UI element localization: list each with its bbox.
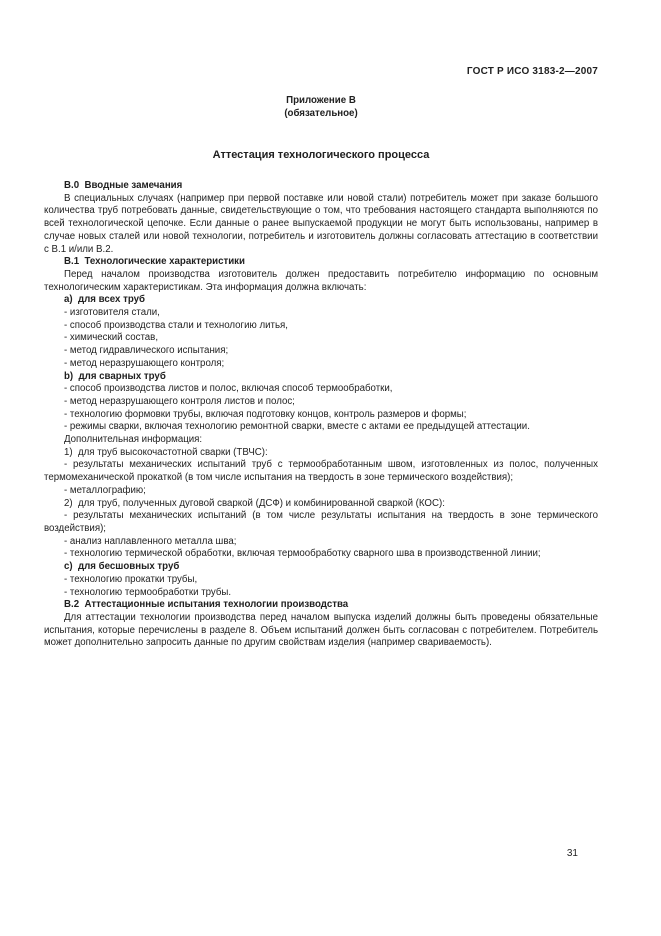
list-item: - химический состав,	[64, 332, 159, 344]
list-item: - технологию термической обработки, включая термообработку сварного шва в производственной линии;	[64, 548, 541, 560]
list-item: 2) для труб, полученных дуговой сваркой (ДСФ) и комбинированной сваркой (КОС):	[64, 497, 445, 509]
page-title: Аттестация технологического процесса	[212, 149, 430, 161]
list-item: - результаты механических испытаний труб с термообработанным швом, изготовленных из полос, полученных термомеханической прокаткой (в том числе испытания на твердость в зоне термического воздействия);	[44, 459, 598, 484]
annex-title: Приложение В	[286, 95, 356, 106]
paragraph: Для аттестации технологии производства перед началом выпуска изделий должны быть проведены обязательные испытания, которые перечислены в разделе 8. Объем испытаний должен быть согласован с потребителем. Потребитель может дополнительно запросить данные по другим свойствам изделия (например свариваемость).	[44, 611, 598, 649]
list-item: - режимы сварки, включая технологию ремонтной сварки, вместе с актами ее предыдущей аттестации.	[64, 421, 530, 433]
list-item: Дополнительная информация:	[64, 434, 203, 446]
section-heading: В.2 Аттестационные испытания технологии производства	[64, 599, 349, 611]
section-heading: В.1 Технологические характеристики	[64, 256, 245, 268]
list-item: - изготовителя стали,	[64, 307, 160, 319]
list-item: - метод гидравлического испытания;	[64, 345, 229, 357]
list-item: - металлографию;	[64, 484, 146, 496]
document-body	[44, 180, 598, 650]
section-heading: В.0 Вводные замечания	[64, 180, 183, 191]
list-item: - анализ наплавленного металла шва;	[64, 535, 237, 547]
page-number: 31	[566, 848, 578, 859]
subsection-heading: c) для бесшовных труб	[64, 561, 180, 573]
list-item: 1) для труб высокочастотной сварки (ТВЧС):	[64, 446, 268, 458]
subsection-heading: a) для всех труб	[64, 294, 145, 306]
paragraph: В специальных случаях (например при первой поставке или новой стали) потребитель может при заказе большого количества труб потребовать данные, свидетельствующие о том, что требования настоящего стандарта выполняются по всей технологической цепочке. Если данные о ранее выпускаемой продукции не могут быть использованы, например в случае новых сталей или новой технологии, потребитель и изготовитель должны согласовать аттестацию в соответствии с В.1 и/или В.2.	[44, 192, 598, 255]
list-item: - метод неразрушающего контроля листов и полос;	[64, 395, 295, 407]
annex-label	[44, 95, 598, 120]
annex-status: (обязательное)	[284, 107, 358, 119]
subsection-heading: b) для сварных труб	[64, 370, 166, 382]
standard-designation: ГОСТ Р ИСО 3183-2—2007	[466, 66, 598, 77]
list-item: - технологию прокатки трубы,	[64, 573, 198, 585]
list-item: - способ производства стали и технологию литья,	[64, 319, 288, 331]
list-item: - технологию термообработки трубы.	[64, 586, 232, 598]
list-item: - технологию формовки трубы, включая подготовку концов, контроль размеров и формы;	[64, 408, 467, 420]
list-item: - результаты механических испытаний (в том числе результаты испытания на твердость в зоне термического воздействия);	[44, 510, 598, 534]
list-item: - способ производства листов и полос, включая способ термообработки,	[64, 383, 393, 395]
list-item: - метод неразрушающего контроля;	[64, 357, 225, 369]
paragraph: Перед началом производства изготовитель должен предоставить потребителю информацию по основным технологическим характеристикам. Эта информация должна включать:	[44, 268, 598, 293]
